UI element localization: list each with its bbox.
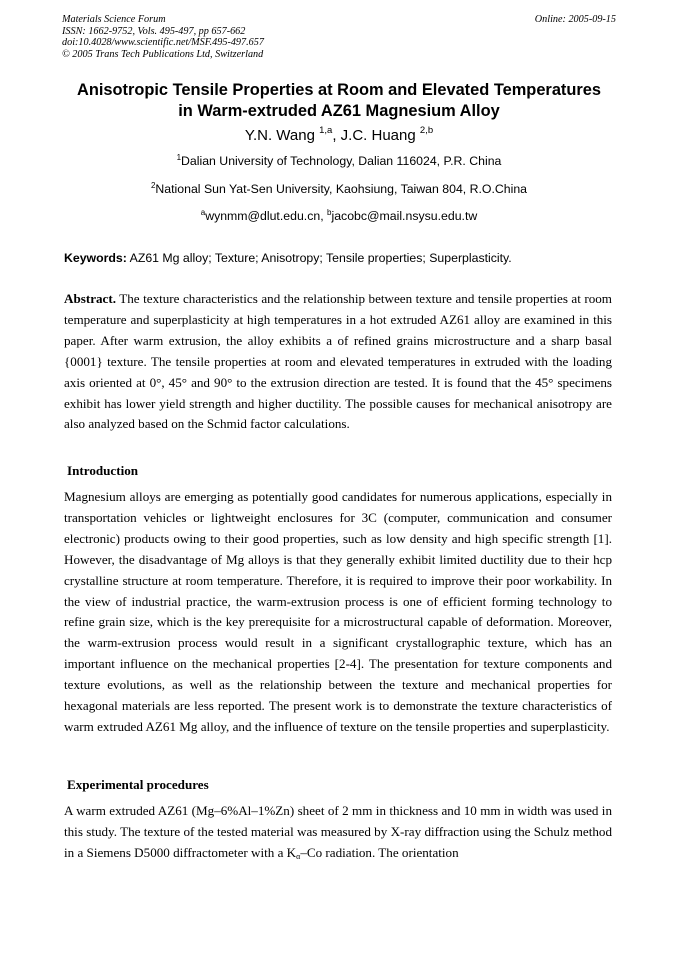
author-2-name: J.C. Huang <box>340 127 416 144</box>
experimental-paragraph <box>64 801 612 864</box>
affiliation-2-text: National Sun Yat-Sen University, Kaohsiung, Taiwan 804, R.O.China <box>155 182 528 196</box>
copyright-line: © 2005 Trans Tech Publications Ltd, Switzerland <box>62 48 264 60</box>
experimental-heading: Experimental procedures <box>67 777 209 792</box>
author-list <box>0 127 678 144</box>
journal-name: Materials Science Forum <box>62 14 166 25</box>
author-1-name: Y.N. Wang <box>244 127 315 144</box>
online-date: Online: 2005-09-15 <box>534 14 616 25</box>
email-b: jacobc@mail.nsysu.edu.tw <box>331 209 478 223</box>
email-line <box>0 209 678 223</box>
affiliation-1-superscript: 1 <box>176 153 182 162</box>
introduction-heading: Introduction <box>67 463 139 478</box>
abstract-paragraph <box>64 289 612 435</box>
paper-title <box>40 80 638 122</box>
author-1-superscript: 1,a <box>319 125 333 136</box>
experimental-text: A warm extruded AZ61 (Mg–6%Al–1%Zn) sheet of 2 mm in thickness and 10 mm in width was used in this study. The texture of the tested material was measured by X-ray diffraction using the Schulz method in a Siemens D5000 diffractometer with a K <box>64 803 612 860</box>
title-line-1: Anisotropic Tensile Properties at Room and Elevated Temperatures <box>76 81 602 99</box>
affiliation-1 <box>0 154 678 168</box>
issn-line: ISSN: 1662-9752, Vols. 495-497, pp 657-662 <box>62 25 246 37</box>
keywords-label: Keywords: <box>64 251 127 265</box>
affiliation-2-superscript: 2 <box>150 181 156 190</box>
email-b-superscript: b <box>327 208 332 217</box>
affiliation-2 <box>0 182 678 196</box>
email-a-superscript: a <box>200 208 206 217</box>
keywords-text: AZ61 Mg alloy; Texture; Anisotropy; Tensile properties; Superplasticity. <box>129 251 512 265</box>
affiliation-1-text: Dalian University of Technology, Dalian 116024, P.R. China <box>181 154 502 168</box>
author-2-superscript: 2,b <box>419 125 434 136</box>
abstract-text: The texture characteristics and the relationship between texture and tensile properties at room temperature and superplasticity at high temperatures in a hot extruded AZ61 alloy are examined in this paper. After warm extrusion, the alloy exhibits a of refined grains microstructure and a sharp basal {0001} texture. The tensile properties at room and elevated temperatures in extruded with the loading axis oriented at 0°, 45° and 90° to the extrusion direction are tested. It is found that the 45° specimens exhibit has lower yield strength and higher ductility. The possible causes for mechanical anisotropy are also analyzed based on the Schmid factor calculations. <box>64 291 612 432</box>
email-a: wynmm@dlut.edu.cn, <box>205 209 324 223</box>
author-separator: , <box>332 127 337 144</box>
k-alpha-subscript: α <box>296 851 301 861</box>
keywords-line <box>64 251 616 265</box>
doi-line: doi:10.4028/www.scientific.net/MSF.495-497.657 <box>62 37 264 49</box>
abstract-label: Abstract. <box>64 291 116 306</box>
introduction-paragraph: Magnesium alloys are emerging as potentially good candidates for numerous applications, especially in transportation vehicles or lightweight enclosures for 3C (computer, communication and consumer electronic) products owing to their good properties, such as low density and high specific strength [1]. However, the disadvantage of Mg alloys is that they generally exhibit limited ductility due to their hcp crystalline structure at room temperature. Therefore, it is required to improve their poor workability. In the view of industrial practice, the warm-extrusion process is one of efficient forming technology to refine grain size, which is the key prerequisite for a microstructural capable of deformation. Moreover, the warm-extrusion process would result in a significant crystallographic texture, which has an important influence on the mechanical properties [2-4]. The presentation for texture components and texture evolutions, as well as the relationship between the texture and mechanical properties for hexagonal materials are less reported. The present work is to demonstrate the texture characteristics of warm extruded AZ61 Mg alloy, and the influence of texture on the tensile properties and superplasticity. <box>64 489 612 734</box>
title-line-2: in Warm-extruded AZ61 Magnesium Alloy <box>178 102 500 120</box>
experimental-text-continued: –Co radiation. The orientation <box>300 844 459 860</box>
journal-header <box>62 14 616 60</box>
